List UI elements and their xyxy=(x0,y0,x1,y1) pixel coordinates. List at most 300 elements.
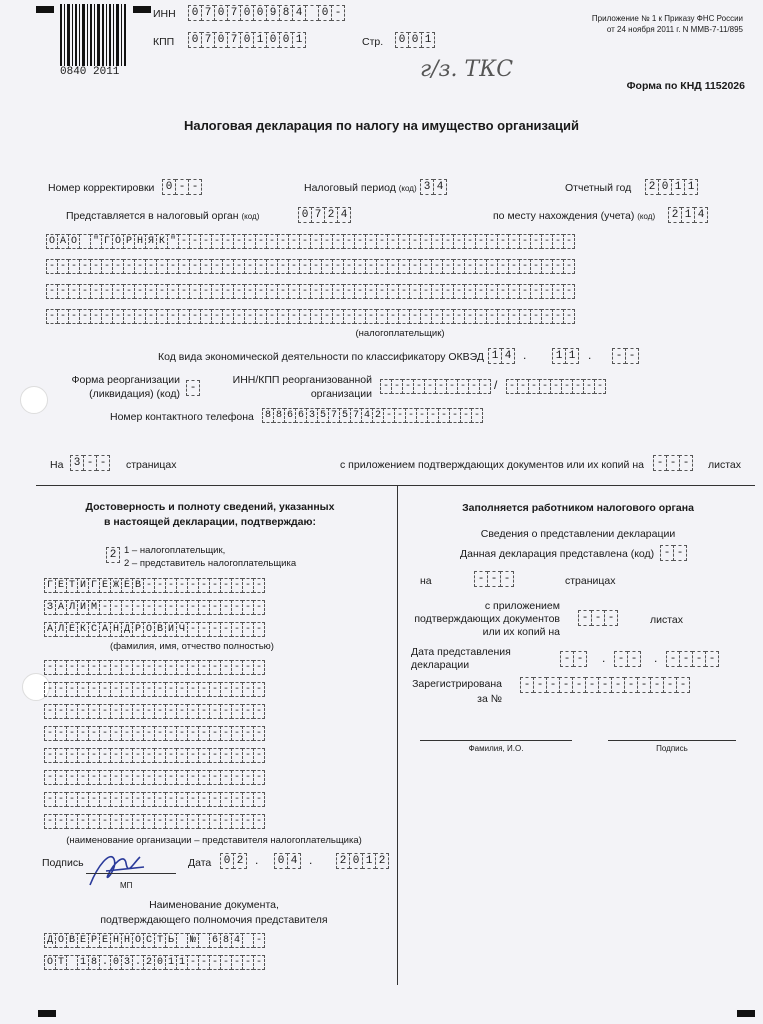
cell: - xyxy=(242,748,254,763)
cell: 8 xyxy=(220,933,232,948)
cell: 7 xyxy=(227,5,241,21)
attach-cells[interactable] xyxy=(653,455,692,471)
cell: - xyxy=(198,704,210,719)
cell: - xyxy=(198,682,210,697)
taxpayer-row-1[interactable] xyxy=(46,234,574,249)
cell: - xyxy=(354,259,366,274)
okved-dot-1: . xyxy=(523,348,527,362)
reorg-cells[interactable] xyxy=(186,380,199,396)
right-date-label: Дата представления декларации xyxy=(411,646,511,671)
cell: - xyxy=(209,578,221,593)
cell: - xyxy=(453,234,465,249)
cell: 2 xyxy=(375,853,389,869)
cell: - xyxy=(242,578,254,593)
cell: 5 xyxy=(339,408,351,423)
cell: - xyxy=(541,309,553,324)
cell: - xyxy=(209,704,221,719)
cell: - xyxy=(66,770,78,785)
cell: - xyxy=(211,309,223,324)
cell: - xyxy=(176,748,188,763)
cell: - xyxy=(453,284,465,299)
cell: - xyxy=(165,770,177,785)
cell: 2 xyxy=(372,408,384,423)
page-label: Стр. xyxy=(362,36,384,48)
right-pages-cells[interactable] xyxy=(474,571,513,587)
cell: - xyxy=(486,284,498,299)
cell: . xyxy=(132,955,144,970)
phone-cells[interactable] xyxy=(262,408,482,423)
cell: Н xyxy=(110,933,122,948)
cell: - xyxy=(310,284,322,299)
right-attach-label: с приложением подтверждающих документов или их копий на xyxy=(414,600,560,638)
period-cells[interactable] xyxy=(420,179,446,195)
cell: - xyxy=(624,677,638,693)
name-cells[interactable] xyxy=(44,600,264,615)
cell: - xyxy=(497,309,509,324)
cell: - xyxy=(409,309,421,324)
cell: - xyxy=(591,610,605,626)
cell: - xyxy=(387,284,399,299)
cell: - xyxy=(101,284,113,299)
cell: Е xyxy=(55,578,67,593)
cell: 2 xyxy=(645,179,659,195)
handwritten-note: г/з. ТКС xyxy=(420,57,514,82)
org-row-5[interactable] xyxy=(44,748,264,763)
taxpayer-row-2[interactable] xyxy=(46,259,574,274)
signature-line xyxy=(86,873,176,874)
cell: - xyxy=(692,651,706,667)
patronymic-cells[interactable] xyxy=(44,622,264,637)
cell: 8 xyxy=(273,408,285,423)
org-row-4[interactable] xyxy=(44,726,264,741)
cell: Е xyxy=(99,933,111,948)
cell: 0 xyxy=(214,5,228,21)
location-cells[interactable] xyxy=(668,207,707,223)
cell: - xyxy=(77,726,89,741)
doc-caption: Наименование документа, подтверждающего полномочия представителя xyxy=(100,899,328,926)
cell: - xyxy=(546,677,560,693)
cell: Н xyxy=(121,933,133,948)
cell: Г xyxy=(44,578,56,593)
cell: - xyxy=(176,726,188,741)
cell: - xyxy=(332,234,344,249)
cell: - xyxy=(145,259,157,274)
cell: Д xyxy=(121,622,133,637)
attach-suffix: листах xyxy=(708,459,742,471)
cell: - xyxy=(57,259,69,274)
cell: Ж xyxy=(110,578,122,593)
right-date-day[interactable] xyxy=(560,651,586,667)
taxpayer-row-4[interactable] xyxy=(46,309,574,324)
left-heading: Достоверность и полноту сведений, указанных в настоящей декларации, подтверждаю: xyxy=(85,501,335,528)
cell: - xyxy=(132,682,144,697)
org-row-1[interactable] xyxy=(44,660,264,675)
tax-org-cells[interactable] xyxy=(298,207,350,223)
cell: - xyxy=(220,704,232,719)
cell: - xyxy=(244,234,256,249)
cell: - xyxy=(176,660,188,675)
surname-cells[interactable] xyxy=(44,578,264,593)
cell: - xyxy=(321,309,333,324)
cell: Г xyxy=(88,578,100,593)
cell: О xyxy=(112,234,124,249)
cell: Н xyxy=(110,622,122,637)
cell: - xyxy=(154,748,166,763)
cell: - xyxy=(99,726,111,741)
cell: 0 xyxy=(274,853,288,869)
cell: З xyxy=(44,600,56,615)
cell: 5 xyxy=(317,408,329,423)
cell: - xyxy=(187,704,199,719)
corner-mark-top-left xyxy=(36,6,54,13)
right-date-month[interactable] xyxy=(614,651,640,667)
cell: 0 xyxy=(188,32,202,48)
cell: 0 xyxy=(240,5,254,21)
cell: 0 xyxy=(188,5,202,21)
cell: - xyxy=(176,600,188,615)
okved-cells-2[interactable] xyxy=(552,348,578,364)
cell: - xyxy=(612,348,626,364)
cell: 0 xyxy=(408,32,422,48)
cell: - xyxy=(594,379,606,394)
cell: - xyxy=(409,259,421,274)
cell: 0 xyxy=(154,955,166,970)
cell: - xyxy=(198,726,210,741)
cell: - xyxy=(121,748,133,763)
cell: - xyxy=(310,234,322,249)
okved-cells-1[interactable] xyxy=(488,348,514,364)
org-row-2[interactable] xyxy=(44,682,264,697)
barcode xyxy=(58,2,128,66)
cell: 0 xyxy=(162,179,176,195)
cell: - xyxy=(88,814,100,829)
period-label: Налоговый период (код) xyxy=(304,182,417,194)
doc-row-1[interactable] xyxy=(44,933,264,948)
cell: 4 xyxy=(292,5,306,21)
cell: - xyxy=(343,309,355,324)
cell: - xyxy=(231,600,243,615)
cell: - xyxy=(431,284,443,299)
cell: - xyxy=(233,284,245,299)
cell: - xyxy=(244,284,256,299)
cell: - xyxy=(99,792,111,807)
reorg-inn-cells[interactable] xyxy=(380,379,490,394)
correction-cells[interactable] xyxy=(162,179,201,195)
org-row-3[interactable] xyxy=(44,704,264,719)
cell: - xyxy=(398,284,410,299)
cell: - xyxy=(561,379,573,394)
cell: - xyxy=(68,259,80,274)
cell: - xyxy=(449,408,461,423)
corner-mark-bottom-right xyxy=(737,1010,755,1017)
cell: - xyxy=(77,748,89,763)
cell: - xyxy=(517,379,529,394)
cell: 0 xyxy=(349,853,363,869)
cell: Н xyxy=(134,234,146,249)
cell: - xyxy=(220,622,232,637)
cell: 1 xyxy=(292,32,306,48)
cell: - xyxy=(66,792,78,807)
cell: - xyxy=(143,770,155,785)
cell: - xyxy=(475,309,487,324)
cell: - xyxy=(134,284,146,299)
cell: - xyxy=(585,677,599,693)
doc-row-2[interactable] xyxy=(44,955,264,970)
cell: - xyxy=(123,259,135,274)
cell: - xyxy=(209,600,221,615)
cell: - xyxy=(154,660,166,675)
cell: - xyxy=(167,259,179,274)
cell: - xyxy=(220,578,232,593)
cell: - xyxy=(211,259,223,274)
cell: - xyxy=(233,234,245,249)
cell: - xyxy=(121,770,133,785)
cell: - xyxy=(132,792,144,807)
cell: А xyxy=(57,234,69,249)
section-divider xyxy=(36,485,755,486)
cell: - xyxy=(66,704,78,719)
cell: - xyxy=(242,622,254,637)
cell: - xyxy=(253,770,265,785)
cell: - xyxy=(552,284,564,299)
signer-code-cell[interactable] xyxy=(106,547,119,563)
cell: - xyxy=(457,379,469,394)
cell: - xyxy=(220,682,232,697)
cell: - xyxy=(475,234,487,249)
date-month-cells[interactable] xyxy=(274,853,300,869)
phone-label: Номер контактного телефона xyxy=(110,411,254,423)
cell: - xyxy=(222,284,234,299)
cell: - xyxy=(552,309,564,324)
cell: Р xyxy=(132,622,144,637)
cell: - xyxy=(189,259,201,274)
cell: - xyxy=(198,792,210,807)
location-label: по месту нахождения (учета) (код) xyxy=(493,210,656,222)
cell: - xyxy=(66,682,78,697)
org-row-7[interactable] xyxy=(44,792,264,807)
cell: - xyxy=(231,770,243,785)
cell: - xyxy=(530,284,542,299)
cell: - xyxy=(625,348,639,364)
cell: - xyxy=(77,704,89,719)
cell: - xyxy=(187,682,199,697)
cell: 1 xyxy=(253,32,267,48)
cell: - xyxy=(253,660,265,675)
cell: - xyxy=(506,379,518,394)
cell: - xyxy=(427,408,439,423)
cell: - xyxy=(222,309,234,324)
appendix-line-2: от 24 ноября 2011 г. N ММВ-7-11/895 xyxy=(606,25,743,34)
cell: - xyxy=(145,284,157,299)
cell: - xyxy=(321,284,333,299)
cell: - xyxy=(77,660,89,675)
cell: Л xyxy=(55,622,67,637)
cell: - xyxy=(178,309,190,324)
cell: - xyxy=(145,309,157,324)
cell: - xyxy=(156,259,168,274)
cell: - xyxy=(44,704,56,719)
cell: - xyxy=(354,284,366,299)
cell: - xyxy=(244,309,256,324)
cell: В xyxy=(66,933,78,948)
right-date-dot-1: . xyxy=(602,651,606,665)
reorg-label: Форма реорганизации (ликвидация) (код) xyxy=(71,374,180,400)
org-row-6[interactable] xyxy=(44,770,264,785)
cell: - xyxy=(110,770,122,785)
cell: - xyxy=(231,726,243,741)
year-cells[interactable] xyxy=(645,179,697,195)
cell: - xyxy=(253,682,265,697)
cell: - xyxy=(123,284,135,299)
cell: Д xyxy=(44,933,56,948)
cell: - xyxy=(288,284,300,299)
right-sub: Сведения о представлении декларации xyxy=(480,528,676,540)
cell: - xyxy=(176,578,188,593)
cell: - xyxy=(653,455,667,471)
cell: - xyxy=(220,660,232,675)
cell: - xyxy=(79,259,91,274)
cell: - xyxy=(508,284,520,299)
cell: - xyxy=(90,284,102,299)
cell: - xyxy=(88,770,100,785)
cell: - xyxy=(187,622,199,637)
cell: - xyxy=(231,682,243,697)
cell: - xyxy=(55,748,67,763)
cell: - xyxy=(464,284,476,299)
okved-cells-3[interactable] xyxy=(612,348,638,364)
cell: - xyxy=(242,814,254,829)
cell: 1 xyxy=(552,348,566,364)
cell: - xyxy=(165,792,177,807)
cell: 1 xyxy=(671,179,685,195)
cell: - xyxy=(121,660,133,675)
cell: - xyxy=(99,748,111,763)
cell: - xyxy=(66,748,78,763)
cell: - xyxy=(110,682,122,697)
cell: - xyxy=(288,234,300,249)
cell: - xyxy=(679,455,693,471)
cell: - xyxy=(660,545,674,561)
cell: - xyxy=(68,284,80,299)
cell: - xyxy=(176,704,188,719)
cell: - xyxy=(541,284,553,299)
org-row-8[interactable] xyxy=(44,814,264,829)
reorg-kpp-cells[interactable] xyxy=(506,379,605,394)
cell: 0 xyxy=(298,207,312,223)
cell: - xyxy=(409,234,421,249)
kpp-cells[interactable] xyxy=(188,32,305,48)
cell: - xyxy=(266,284,278,299)
cell: - xyxy=(519,259,531,274)
cell: - xyxy=(405,408,417,423)
cell: - xyxy=(464,234,476,249)
cell: - xyxy=(165,578,177,593)
inn-cells[interactable] xyxy=(188,5,344,21)
cell: - xyxy=(420,234,432,249)
cell: - xyxy=(88,660,100,675)
cell: - xyxy=(220,726,232,741)
attach-label: с приложением подтверждающих документов или их копий на xyxy=(340,459,644,471)
cell: - xyxy=(99,814,111,829)
cell: - xyxy=(332,259,344,274)
cell: - xyxy=(679,651,693,667)
cell: - xyxy=(99,704,111,719)
page-cells[interactable] xyxy=(395,32,434,48)
cell: 1 xyxy=(681,207,695,223)
cell: - xyxy=(77,814,89,829)
cell: 0 xyxy=(220,853,234,869)
cell: - xyxy=(479,379,491,394)
cell: - xyxy=(438,408,450,423)
cell: - xyxy=(446,379,458,394)
cell: - xyxy=(508,259,520,274)
cell: - xyxy=(209,748,221,763)
cell: - xyxy=(88,704,100,719)
cell: 7 xyxy=(350,408,362,423)
cell: - xyxy=(572,677,586,693)
date-year-cells[interactable] xyxy=(336,853,388,869)
cell: - xyxy=(380,379,392,394)
cell: Е xyxy=(99,578,111,593)
cell: - xyxy=(474,571,488,587)
cell: - xyxy=(83,455,97,471)
cell: - xyxy=(391,379,403,394)
cell: Т xyxy=(55,955,67,970)
cell: - xyxy=(220,600,232,615)
cell: - xyxy=(132,748,144,763)
cell: - xyxy=(132,704,144,719)
cell: - xyxy=(189,284,201,299)
cell: - xyxy=(431,234,443,249)
cell: - xyxy=(77,792,89,807)
right-sheets-cells[interactable] xyxy=(578,610,617,626)
cell: - xyxy=(44,748,56,763)
cell: - xyxy=(57,309,69,324)
cell: - xyxy=(255,284,267,299)
cell: - xyxy=(143,600,155,615)
cell: - xyxy=(154,682,166,697)
cell: - xyxy=(266,309,278,324)
cell: - xyxy=(44,814,56,829)
cell: Ч xyxy=(176,622,188,637)
cell: - xyxy=(497,284,509,299)
cell: 0 xyxy=(318,5,332,21)
cell: М xyxy=(88,600,100,615)
cell: - xyxy=(165,748,177,763)
right-code-cells[interactable] xyxy=(660,545,686,561)
cell: - xyxy=(464,259,476,274)
cell: - xyxy=(77,682,89,697)
pages-cells[interactable] xyxy=(70,455,109,471)
signature xyxy=(84,845,154,893)
cell: - xyxy=(143,726,155,741)
taxpayer-caption: (налогоплательщик) xyxy=(355,328,445,339)
cell: Я xyxy=(145,234,157,249)
cell: - xyxy=(277,234,289,249)
right-date-year[interactable] xyxy=(666,651,718,667)
cell: - xyxy=(112,284,124,299)
cell: - xyxy=(500,571,514,587)
cell: - xyxy=(666,455,680,471)
taxpayer-row-3[interactable] xyxy=(46,284,574,299)
date-day-cells[interactable] xyxy=(220,853,246,869)
right-code-label: Данная декларация представлена (код) xyxy=(460,548,655,560)
cell: - xyxy=(44,726,56,741)
cell: - xyxy=(90,309,102,324)
cell: - xyxy=(46,284,58,299)
cell: - xyxy=(44,770,56,785)
right-reg-cells[interactable] xyxy=(520,677,689,693)
